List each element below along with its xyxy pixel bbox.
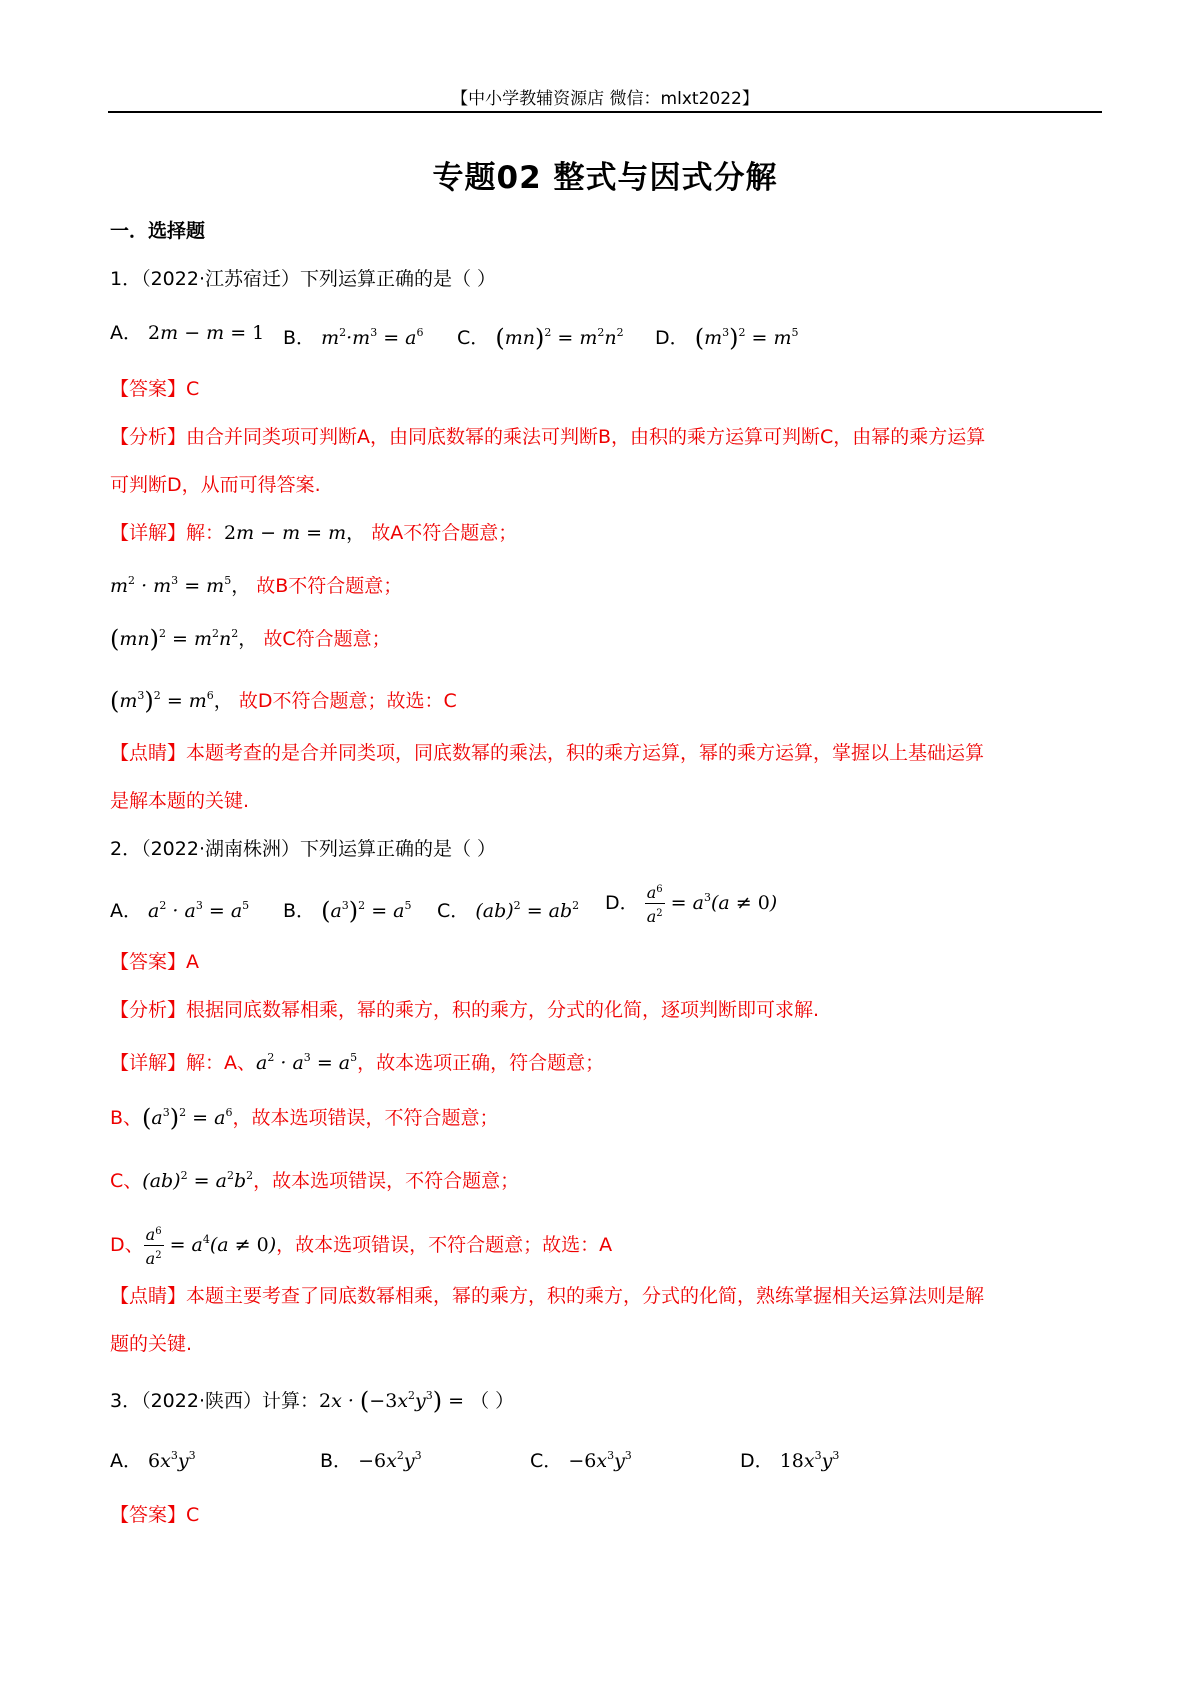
- q3-option-d: D． $18x^3y^3$: [740, 1449, 840, 1472]
- q1-comment-line2: 是解本题的关键.: [110, 790, 250, 812]
- q2-option-b: B． $(a^3)^2 = a^5$: [283, 897, 412, 925]
- q1-answer: 【答案】C: [110, 378, 200, 400]
- q1-option-b: B． $m^2\cdot m^3 = a^6$: [283, 326, 424, 349]
- q2-detail-d: D、 $\frac{a^6}{a^2}$ = $a^4(a \ne 0)$，故本选项错误，不符合题意；故选：A: [110, 1222, 612, 1269]
- q3-option-b: B． $-6x^2y^3$: [320, 1449, 422, 1472]
- q3-option-c: C． $-6x^3y^3$: [530, 1449, 632, 1472]
- q1-comment-line1: 【点睛】本题考查的是合并同类项，同底数幂的乘法，积的乘方运算，幂的乘方运算，掌握以上基础运算: [110, 742, 985, 764]
- q2-option-d: D． $\frac{a^6}{a^2}$ = $a^3(a \ne 0)$: [605, 880, 777, 927]
- q1-stem: 1．（2022·江苏宿迁）下列运算正确的是（ ）: [110, 268, 497, 290]
- section-heading: 一．选择题: [110, 220, 206, 242]
- page-title: 专题02 整式与因式分解: [432, 160, 778, 196]
- q2-detail-b: B、$(a^3)^2 = a^6$，故本选项错误，不符合题意；: [110, 1104, 499, 1132]
- q3-stem: 3．（2022·陕西）计算：$2x \cdot (-3x^2y^3)$ = （ ）: [110, 1387, 515, 1415]
- q2-answer: 【答案】A: [110, 951, 199, 973]
- q1-option-d: D． $(m^3)^2 = m^5$: [655, 324, 799, 352]
- q3-option-a: A． $6x^3y^3$: [110, 1449, 196, 1472]
- page-header: 【中小学教辅资源店 微信：mlxt2022】: [451, 89, 759, 109]
- q1-detail-a: 【详解】解：2m − m = m， 故A不符合题意；: [110, 522, 518, 544]
- q2-comment-line2: 题的关键.: [110, 1333, 193, 1355]
- q1-analysis-line2: 可判断D，从而可得答案.: [110, 474, 321, 496]
- q1-analysis-line1: 【分析】由合并同类项可判断A，由同底数幂的乘法可判断B，由积的乘方运算可判断C，由幂的乘方运算: [110, 426, 986, 448]
- q1-option-a: A． 2m − m = 1: [110, 322, 265, 344]
- q1-option-c: C． $(mn)^2 = m^2n^2$: [457, 324, 624, 352]
- header-divider: [108, 111, 1102, 113]
- q2-stem: 2．（2022·湖南株洲）下列运算正确的是（ ）: [110, 838, 497, 860]
- q2-detail-c: C、$(ab)^2 = a^2b^2$，故本选项错误，不符合题意；: [110, 1169, 520, 1192]
- q1-detail-d: $(m^3)^2 = m^6$， 故D不符合题意；故选：C: [110, 687, 457, 715]
- q2-analysis: 【分析】根据同底数幂相乘，幂的乘方，积的乘方，分式的化简，逐项判断即可求解.: [110, 999, 820, 1021]
- q1-detail-b: $m^2 \cdot m^3 = m^5$， 故B不符合题意；: [110, 574, 403, 597]
- q2-option-c: C． $(ab)^2 = ab^2$: [437, 899, 580, 922]
- q1-detail-c: $(mn)^2 = m^2n^2$， 故C符合题意；: [110, 625, 391, 653]
- q2-comment-line1: 【点睛】本题主要考查了同底数幂相乘，幂的乘方，积的乘方，分式的化简，熟练掌握相关运算法则是解: [110, 1285, 985, 1307]
- q3-answer: 【答案】C: [110, 1504, 200, 1526]
- q2-option-a: A． $a^2 \cdot a^3 = a^5$: [110, 899, 250, 922]
- q2-detail-a: 【详解】解：A、$a^2 \cdot a^3 = a^5$，故本选项正确，符合题意；: [110, 1051, 605, 1074]
